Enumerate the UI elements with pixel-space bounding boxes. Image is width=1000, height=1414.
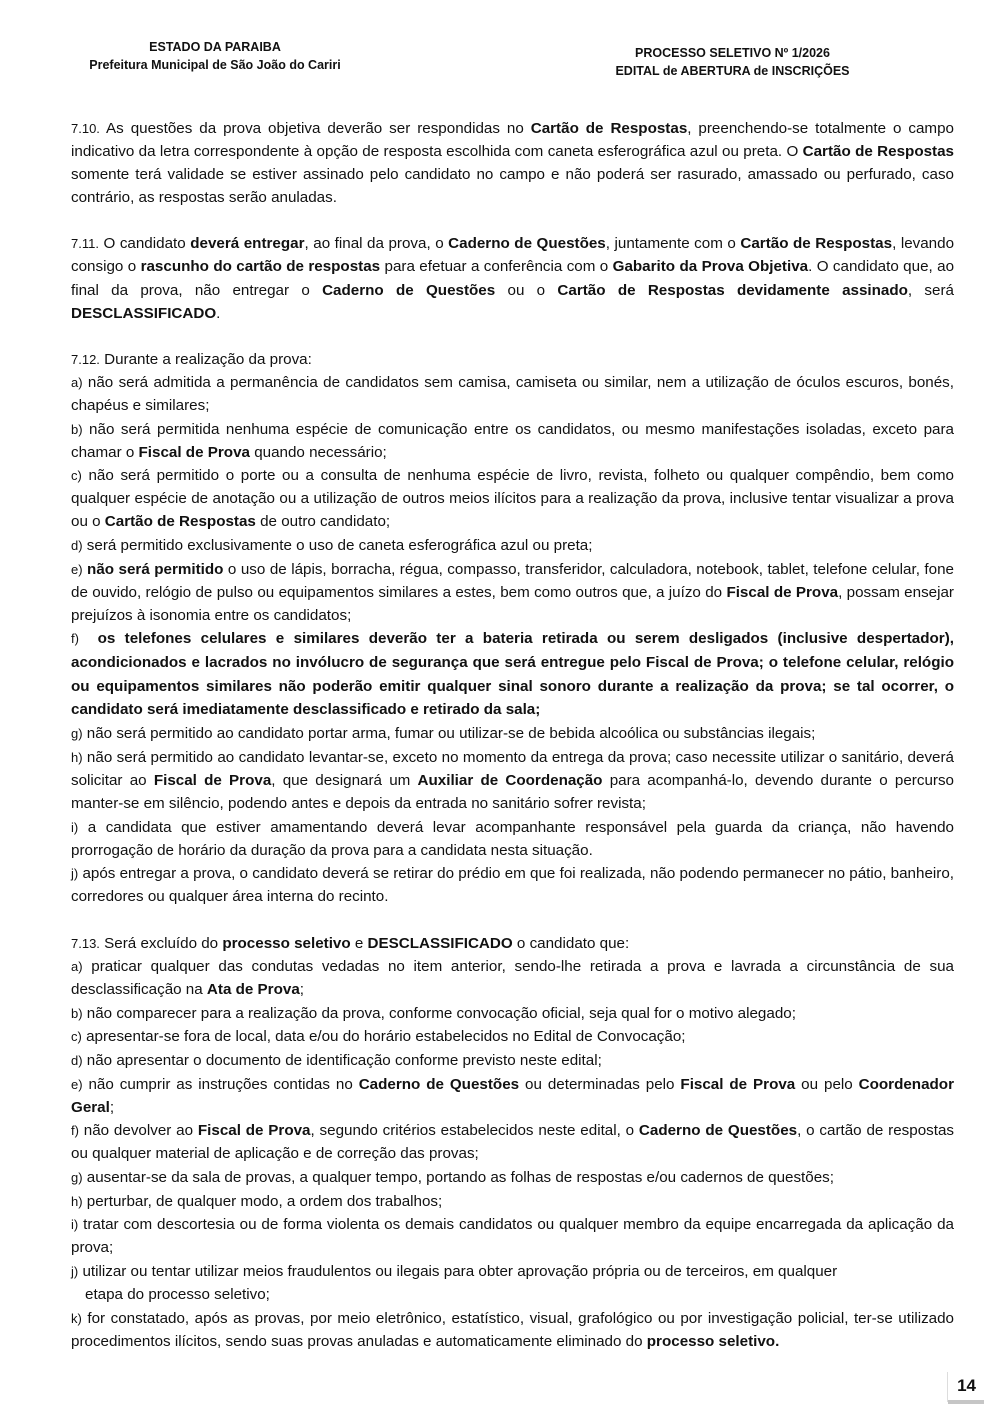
header-state: ESTADO DA PARAIBA [149,40,281,54]
item-7-12-g: g) não será permitido ao candidato portar arma, fumar ou utilizar-se de bebida alcoólica ou substâncias ilegais; [71,725,816,743]
item-7-13-k: k) for constatado, após as provas, por meio eletrônico, estatístico, visual, grafológico ou por investigação policial, ter-se utilizado procedimentos ilícitos, sendo suas provas anuladas e automaticamente eliminado do processo seletivo. [71,1309,954,1350]
item-7-12-a: a) não será admitida a permanência de candidatos sem camisa, camiseta ou similar, nem a utilização de óculos escuros, bonés, chapéus e similares; [71,373,954,414]
item-7-13-e: e) não cumprir as instruções contidas no Caderno de Questões ou determinadas pelo Fiscal de Prova ou pelo Coordenador Geral; [71,1075,954,1116]
item-7-13-a: a) praticar qualquer das condutas vedadas no item anterior, sendo-lhe retirada a prova e lavrada a circunstância de sua desclassificação na Ata de Prova; [71,958,954,999]
item-7-13-h: h) perturbar, de qualquer modo, a ordem dos trabalhos; [71,1192,443,1210]
item-7-13-j: j) utilizar ou tentar utilizar meios fraudulentos ou ilegais para obter aprovação própria ou de terceiros, em qualquer etapa do processo seletivo; [71,1262,838,1303]
item-7-12-b: b) não será permitida nenhuma espécie de comunicação entre os candidatos, ou mesmo manifestações isoladas, exceto para chamar o Fiscal de Prova quando necessário; [71,420,954,461]
item-7-13-d: d) não apresentar o documento de identificação conforme previsto neste edital; [71,1051,602,1069]
item-7-13-f: f) não devolver ao Fiscal de Prova, segundo critérios estabelecidos neste edital, o Caderno de Questões, o cartão de respostas ou qualquer material de aplicação e de correção das provas; [71,1122,955,1163]
item-7-12-e: e) não será permitido o uso de lápis, borracha, régua, compasso, transferidor, calculadora, notebook, tablet, telefone celular, fone de ouvido, relógio de pulso ou equipamentos similares a estes, bem como outros que, a juízo do Fiscal de Prova, possam ensejar prejuízos à isonomia entre os candidatos; [71,560,954,624]
item-7-13-g: g) ausentar-se da sala de provas, a qualquer tempo, portando as folhas de respostas e/ou cadernos de questões; [71,1168,834,1186]
section-7-13-intro: 7.13. Será excluído do processo seletivo e DESCLASSIFICADO o candidato que: [71,935,630,952]
header-process: PROCESSO SELETIVO Nº 1/2026 [635,46,830,60]
header-prefecture: Prefeitura Municipal de São João do Cariri [89,58,341,72]
section-7-12-intro: 7.12. Durante a realização da prova: [71,350,312,368]
item-7-12-i: i) a candidata que estiver amamentando deverá levar acompanhante responsável pela guarda da criança, não havendo prorrogação de horário da duração da prova para a candidata nesta situação. [71,818,954,859]
header-edital: EDITAL de ABERTURA de INSCRIÇÕES [615,64,850,78]
page-number-box [947,1372,984,1402]
item-7-13-b: b) não comparecer para a realização da prova, conforme convocação oficial, seja qual for o motivo alegado; [71,1004,796,1022]
section-7-11: 7.11. O candidato deverá entregar, ao final da prova, o Caderno de Questões, juntamente com o Cartão de Respostas, levando consigo o rascunho do cartão de respostas para efetuar a conferência com o Gabarito da Prova Objetiva. O candidato que, ao final da prova, não entregar o Caderno de Questões ou o Cartão de Respostas devidamente assinado, será DESCLASSIFICADO. [71,235,955,322]
item-7-12-d: d) será permitido exclusivamente o uso de caneta esferográfica azul ou preta; [71,537,593,554]
section-7-10: 7.10. As questões da prova objetiva deverão ser respondidas no Cartão de Respostas, preenchendo-se totalmente o campo indicativo da letra correspondente à opção de resposta escolhida com caneta esferográfica azul ou preta. O Cartão de Respostas somente terá validade se estiver assinado pelo candidato no campo e não poderá ser rasurado, amassado ou perfurado, caso contrário, as respostas serão anuladas. [71,120,954,207]
item-7-12-c: c) não será permitido o porte ou a consulta de nenhuma espécie de livro, revista, folheto ou qualquer compêndio, bem como qualquer espécie de anotação ou a utilização de outros meios ilícitos para a realização da prova, inclusive tentar visualizar a prova ou o Cartão de Respostas de outro candidato; [71,467,954,531]
header-right [600,44,865,80]
item-7-12-h: h) não será permitido ao candidato levantar-se, exceto no momento da entrega da prova; caso necessite utilizar o sanitário, deverá solicitar ao Fiscal de Prova, que designará um Auxiliar de Coordenação para acompanhá-lo, devendo durante o percurso manter-se em silêncio, podendo antes e depois da entrada no sanitário sofrer revista; [71,748,954,813]
document-body [71,117,954,1353]
item-7-12-j: j) após entregar a prova, o candidato deverá se retirar do prédio em que foi realizada, não podendo permanecer no pátio, banheiro, corredores ou qualquer área interna do recinto. [71,865,954,906]
item-7-13-c: c) apresentar-se fora de local, data e/ou do horário estabelecidos no Edital de Convocação; [71,1028,686,1046]
page-number-underline [948,1400,984,1404]
header-left [70,38,360,74]
page-number: 14 [957,1376,976,1395]
item-7-12-f: f) os telefones celulares e similares deverão ter a bateria retirada ou serem desligados (inclusive despertador), acondicionados e lacrados no invólucro de segurança que será entregue pelo Fiscal de Prova; o telefone celular, relógio ou equipamentos similares não poderão emitir qualquer sinal sonoro durante a realização da prova; se tal ocorrer, o candidato será imediatamente desclassificado e retirado da sala; [71,630,954,719]
item-7-13-i: i) tratar com descortesia ou de forma violenta os demais candidatos ou qualquer membro da equipe encarregada da aplicação da prova; [71,1216,954,1257]
